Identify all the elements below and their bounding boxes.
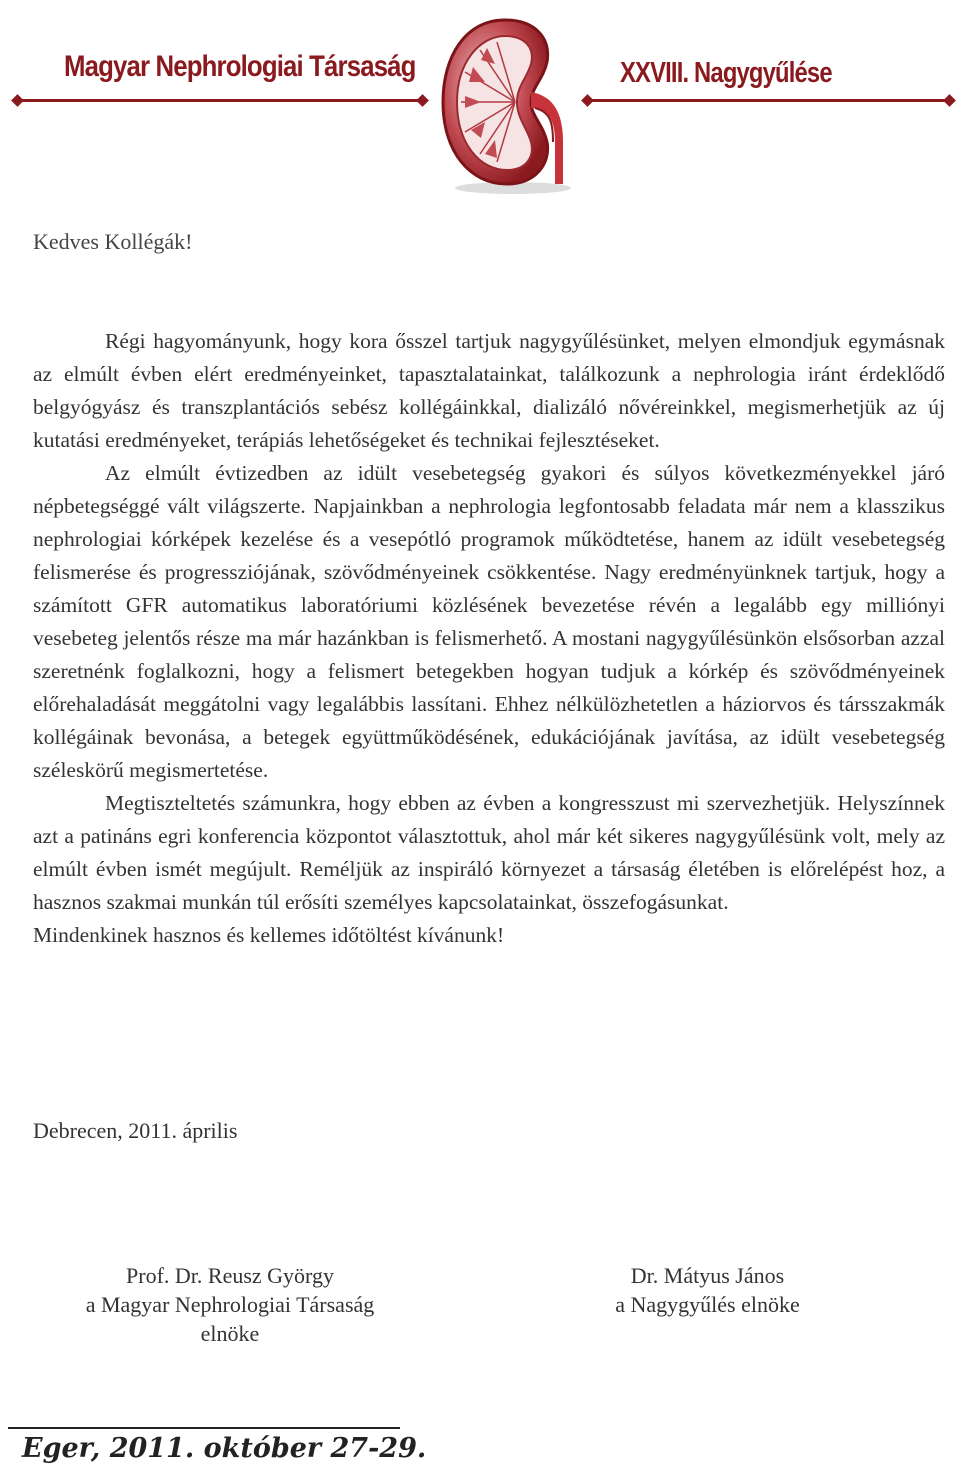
signatory-role: elnöke bbox=[200, 1321, 260, 1346]
signature-right bbox=[560, 1261, 855, 1319]
signatory-name: Dr. Mátyus János bbox=[630, 1263, 785, 1288]
header-rule-right bbox=[588, 99, 950, 102]
signatory-name: Prof. Dr. Reusz György bbox=[126, 1263, 334, 1288]
letterhead bbox=[0, 0, 960, 200]
letter-body bbox=[33, 325, 945, 952]
society-name: Magyar Nephrologiai Társaság bbox=[64, 50, 416, 83]
signature-left bbox=[80, 1261, 380, 1348]
signatory-role: a Nagygyűlés elnöke bbox=[615, 1292, 800, 1317]
paragraph: Az elmúlt évtizedben az idült vesebetegség gyakori és súlyos következményekkel járó népbetegséggé vált világszerte. Napjainkban a nephrologia legfontosabb feladata már nem a klasszikus nephrologiai kórképek kezelése és a vesepótló programok működtetése, hanem az idült vesebetegség felismerése és progressziójának, szövődményeinek csökkentése. Nagy eredményünknek tartjuk, hogy a számított GFR automatikus laboratóriumi közlésének bevezetése révén a legalább egy milliónyi vesebeteg jelentős része ma már hazánkban is felismerhető. A mostani nagygyűlésünkön elsősorban azzal szeretnénk foglalkozni, hogy a felismert betegekben hogyan tudjuk a kórkép és szövődményeinek előrehaladását meggátolni vagy legalábbis lassítani. Ehhez nélkülözhetetlen a háziorvos és társszakmák kollégáinak bevonása, a betegek együttműködésének, edukációjának javítása, az idült vesebetegség széleskörű megismertetése. bbox=[33, 461, 945, 782]
closing-line: Mindenkinek hasznos és kellemes időtöltést kívánunk! bbox=[33, 923, 505, 947]
footer-rule bbox=[8, 1427, 400, 1429]
paragraph: Régi hagyományunk, hogy kora ősszel tartjuk nagygyűlésünket, melyen elmondjuk egymásnak az elmúlt évben elért eredményeinket, tapasztalatainkat, találkozunk a nephrologia iránt érdeklődő belgyógyász és transzplantációs sebész kollégáinkkal, dializáló nővéreinkkel, megismerhetjük az új kutatási eredményeket, terápiás lehetőségeket és technikai fejlesztéseket. bbox=[33, 329, 945, 452]
rule-diamond-left-end bbox=[11, 94, 24, 107]
rule-diamond-left-inner bbox=[416, 94, 429, 107]
kidney-logo-icon bbox=[435, 12, 585, 197]
meeting-name: XXVIII. Nagygyűlése bbox=[620, 57, 832, 89]
paragraph: Megtiszteltetés számunkra, hogy ebben az évben a kongresszust mi szervezhetjük. Helyszínnek azt a patináns egri konferencia központot választottuk, ahol már két sikeres nagygyűlésünk volt, mely az elmúlt évben ismét megújult. Reméljük az inspiráló környezet a társaság életében is előrelépést hoz, a hasznos szakmai munkán túl erősíti személyes kapcsolatainkat, összefogásunkat. bbox=[33, 791, 945, 914]
greeting: Kedves Kollégák! bbox=[33, 229, 193, 254]
rule-diamond-right-end bbox=[943, 94, 956, 107]
event-location-date: Eger, 2011. október 27-29. bbox=[22, 1433, 427, 1464]
header-rule-left bbox=[18, 99, 423, 102]
dateline: Debrecen, 2011. április bbox=[33, 1118, 238, 1143]
signatory-role: a Magyar Nephrologiai Társaság bbox=[85, 1292, 375, 1317]
